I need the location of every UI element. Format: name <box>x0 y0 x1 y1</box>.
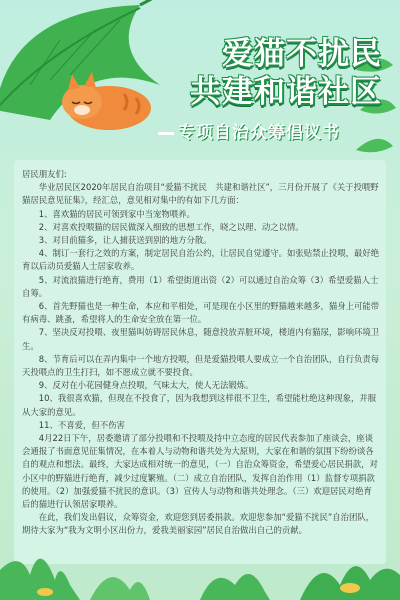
greeting: 居民朋友们: <box>22 169 67 179</box>
title-line-2: 共建和谐社区 <box>190 74 382 110</box>
paragraph: 7、坚决反对投喂、夜里猫叫妨碍居民休息，随意投放弄脏环境，楼道内有猫尿，影响环境卫生。 <box>22 327 380 351</box>
paragraph: 3、对目前猫多，让人捕获送到别的地方分散。 <box>38 235 212 246</box>
paragraph: 4月22日下午，居委邀请了部分投喂和不投喂及持中立态度的居民代表参加了座谈会，座谈会通报了书面意见征集情况，在本着人与动物和谐共处为大原则，大家在和谐的氛围下纷纷谈各自的观点和想法。最终，大家达成相对统一的意见，（一）自治众筹资金，希望爱心居民捐款，对小区中的野猫进行绝育，减少过度繁殖。（二）成立自治团队，发挥自治作用（1）监督专项捐款的使用。（2）加强爱猫不扰民的意识。（3）宣传人与动物和谐共处理念。（三）欢迎居民对绝育后的猫进行认领居家喂养。 <box>22 433 378 510</box>
sleeping-cat-icon <box>54 64 154 134</box>
grass-leaves-icon <box>0 530 400 600</box>
letter-body <box>22 168 380 538</box>
paragraph: 在此，我们发出倡议，众筹资金，欢迎您到居委捐款。欢迎您参加“爱猫不扰民”自治团队，期待大家为“我为文明小区出份力，爱我美丽家园”居民自治做出自己的贡献。 <box>22 512 375 536</box>
title-line-1: 爱猫不扰民 <box>222 36 382 72</box>
paragraph: 华业居民区2020年居民自治项目“爱猫不扰民 共建和谐社区”，三月份开展了《关于投喂野猫居民意见征集》，经汇总，意见相对集中的有如下几方面： <box>22 182 379 206</box>
paragraph: 5、对流浪猫进行绝育，费用（1）希望街道出资（2）可以通过自治众筹（3）希望爱猫人士自筹。 <box>22 274 379 298</box>
paragraph: 10、我很喜欢猫，但现在不投食了，因为我想到这样很不卫生，希望能杜绝这种现象，并服从大家的意见。 <box>22 393 377 417</box>
paragraph: 4、制订一套行之效的方案，制定居民自治公约，让居民自觉遵守。如张贴禁止投喂，最好绝育以后动员爱猫人士居家收养。 <box>22 248 380 272</box>
paragraph: 1、喜欢猫的居民可领到家中当宠物喂养。 <box>38 208 195 219</box>
paragraph: 9、反对在小花园健身点投喂，气味太大，使人无法锻炼。 <box>38 380 254 391</box>
subtitle: 专项自治众筹倡议书 <box>158 118 340 143</box>
paragraph: 8、节育后可以在弄内集中一个地方投喂，但是爱猫投喂人要成立一个自治团队，自行负责每天投喂点的卫生打扫，如不愿成立就不要投食。 <box>22 353 380 378</box>
paragraph: 2、对喜欢投喂猫的居民做深入细致的思想工作，晓之以理、动之以情。 <box>38 221 304 232</box>
paragraph: 6、首先野猫也是一种生命，本应和平相处，可是现在小区里的野猫越来越多，猫身上可能带有病毒、跳蚤，希望将人的生命安全放在第一位。 <box>22 301 380 325</box>
paragraph: 11、不喜爱，但不伤害 <box>38 419 125 430</box>
